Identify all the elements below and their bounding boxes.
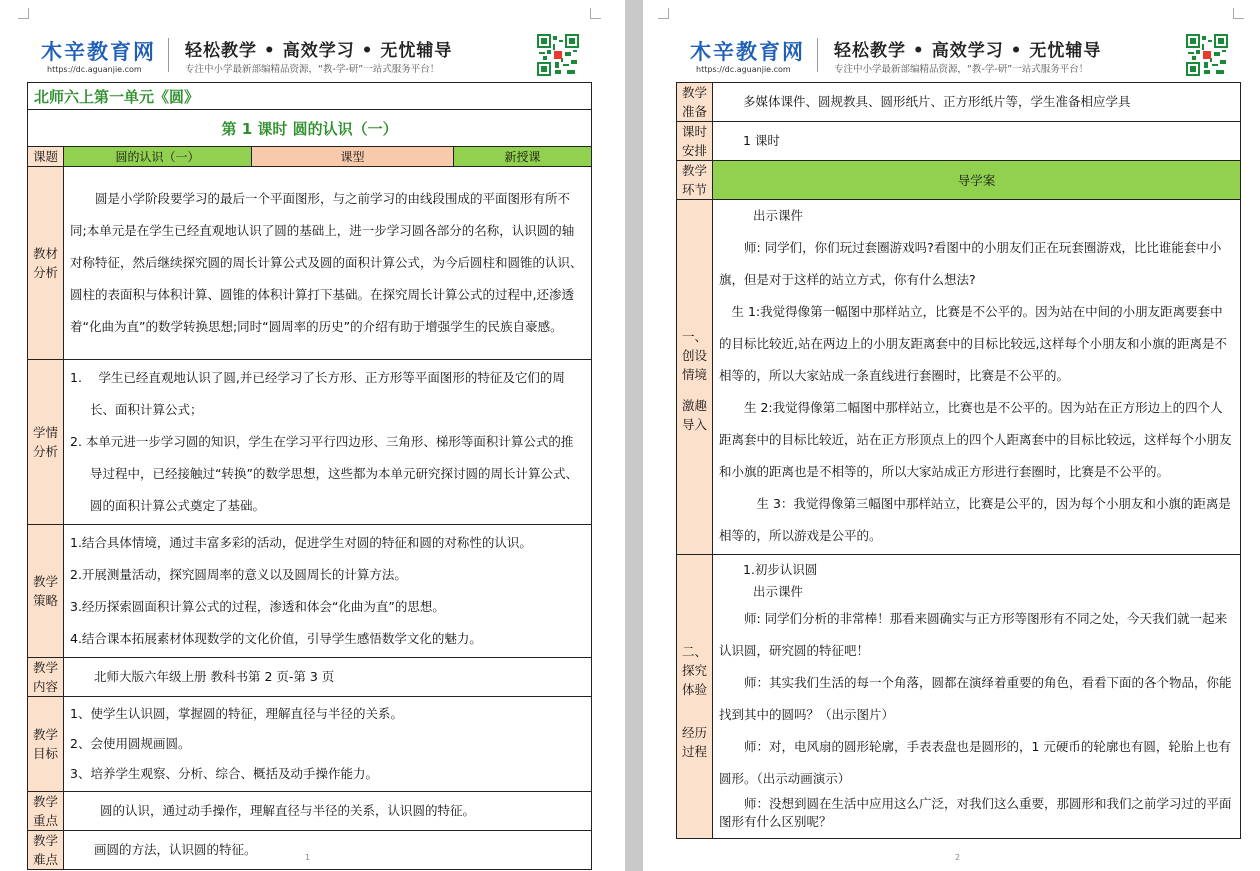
qr-code-icon <box>537 34 579 76</box>
strategy-item: 4.结合课本拓展素材体现数学的文化价值，引导学生感悟数学文化的魅力。 <box>70 631 482 646</box>
lesson-plan-table-2 <box>676 82 1241 839</box>
content-label: 教学内容 <box>28 658 64 697</box>
prep-label: 教学准备 <box>677 83 713 122</box>
section1-para: 出示课件 <box>753 208 804 223</box>
brand-url: https://dc.aguanjie.com <box>47 65 142 74</box>
section2-para: 师：没想到圆在生活中应用这么广泛，对我们这么重要，那圆形和我们之前学习过的平面图形有什么区别呢？ <box>719 796 1232 829</box>
strategy-item: 2.开展测量活动，探究圆周率的意义以及圆周长的计算方法。 <box>70 567 407 582</box>
section1-para: 生 3：我觉得像第三幅图中那样站立，比赛是公平的，因为每个小朋友和小旗的距离是相等的，所以游戏是公平的。 <box>719 496 1231 543</box>
section1-label-b: 激趣导入 <box>681 397 707 432</box>
crop-mark <box>1233 8 1244 19</box>
lesson-type-label: 课型 <box>252 147 454 167</box>
lesson-plan-table-1 <box>27 82 592 870</box>
crop-mark <box>18 8 29 19</box>
section2-label-a: 二、探究体验 <box>681 644 707 697</box>
time-label: 课时安排 <box>677 122 713 161</box>
section2-text <box>713 555 1241 839</box>
topic-label: 课题 <box>28 147 64 167</box>
content-value: 北师大版六年级上册 教科书第 2 页-第 3 页 <box>64 658 592 697</box>
stage-label: 教学环节 <box>677 161 713 200</box>
goals-label: 教学目标 <box>28 697 64 792</box>
students-text <box>64 360 592 525</box>
strategy-item: 3.经历探索圆面积计算公式的过程，渗透和体会“化曲为直”的思想。 <box>70 599 445 614</box>
page-number: 2 <box>955 853 961 862</box>
lesson-type-value: 新授课 <box>454 147 592 167</box>
section1-para: 生 2:我觉得像第二幅图中那样站立，比赛也是不公平的。因为站在正方形边上的四个人距离套中的目标比较近，站在正方形顶点上的四个人距离套中的目标比较远，这样每个小朋友和小旗的距离也是不相等的，所以大家站成正方形进行套圈时，比赛是不公平的。 <box>719 400 1232 479</box>
strategy-item: 1.结合具体情境，通过丰富多彩的活动，促进学生对圆的特征和圆的对称性的认识。 <box>70 535 532 550</box>
time-value: 1 课时 <box>713 122 1241 161</box>
strategy-text <box>64 525 592 658</box>
students-label: 学情分析 <box>28 360 64 525</box>
crop-mark <box>658 8 669 19</box>
unit-title: 北师六上第一单元《圆》 <box>28 83 592 110</box>
section2-para: 师：其实我们生活的每一个角落，圆都在演绎着重要的角色，看看下面的各个物品，你能找到其中的圆吗？（出示图片） <box>719 675 1232 722</box>
topic-value: 圆的认识（一） <box>64 147 252 167</box>
section2-para: 师：对，电风扇的圆形轮廓，手表表盘也是圆形的，1 元硬币的轮廓也有圆，轮胎上也有圆形。（出示动画演示） <box>719 739 1231 786</box>
section2-label <box>677 555 713 839</box>
analysis-paragraph: 圆是小学阶段要学习的最后一个平面图形，与之前学习的由线段围成的平面图形有所不同;本单元是在学生已经直观地认识了圆的基础上，进一步学习圆各部分的名称，认识圆的轴对称特征，然后继续探究圆的周长计算公式及圆的面积计算公式，为今后圆柱和圆锥的认识、圆柱的表面积与体积计算、圆锥的体积计算打下基础。在探究周长计算公式的过程中,还渗透着“化曲为直”的数学转换思想;同时“圆周率的历史”的介绍有助于增强学生的民族自豪感。 <box>70 191 583 334</box>
header-subtitle: 专注中小学最新部编精品资源，“教-学-研”一站式服务平台！ <box>834 64 1089 75</box>
goals-text <box>64 697 592 792</box>
difficulty-label: 教学难点 <box>28 831 64 870</box>
page-gap <box>625 0 643 871</box>
students-item: 2. 本单元进一步学习圆的知识，学生在学习平行四边形、三角形、梯形等面积计算公式的推导过程中，已经接触过“转换”的数学思想，这些都为本单元研究探讨圆的周长计算公式、圆的面积计算公式奠定了基础。 <box>70 434 578 513</box>
section2-para: 出示课件 <box>753 584 804 599</box>
section1-para: 师: 同学们，你们玩过套圈游戏吗?看图中的小朋友们正在玩套圈游戏，比比谁能套中小旗，但是对于这样的站立方式，你有什么想法? <box>719 240 1222 287</box>
lesson-title: 第 1 课时 圆的认识（一） <box>28 110 592 147</box>
page-number: 1 <box>305 853 311 862</box>
section1-para: 生 1:我觉得像第一幅图中那样站立，比赛是不公平的。因为站在中间的小朋友距离要套中的目标比较近,站在两边上的小朋友距离套中的目标比较远,这样每个小朋友和小旗的距离是不相等的，所以大家站成一条直线进行套圈时，比赛是不公平的。 <box>719 304 1227 383</box>
header-slogan: 轻松教学 • 高效学习 • 无忧辅导 <box>185 41 453 61</box>
brand-url: https://dc.aguanjie.com <box>696 65 791 74</box>
analysis-text <box>64 167 592 360</box>
students-item: 1. 学生已经直观地认识了圆,并已经学习了长方形、正方形等平面图形的特征及它们的周长、面积计算公式； <box>70 370 565 417</box>
section1-text <box>713 200 1241 555</box>
stage-value: 导学案 <box>713 161 1241 200</box>
section2-para: 1.初步认识圆 <box>743 562 818 577</box>
document-page-2 <box>643 0 1260 871</box>
section1-label <box>677 200 713 555</box>
section2-para: 师: 同学们分析的非常棒！那看来圆确实与正方形等图形有不同之处，今天我们就一起来认识圆，研究圆的特征吧！ <box>719 611 1228 658</box>
goals-item: 1、使学生认识圆，掌握圆的特征，理解直径与半径的关系。 <box>70 706 403 721</box>
focus-label: 教学重点 <box>28 792 64 831</box>
document-page-1 <box>0 0 625 871</box>
section2-label-b: 经历过程 <box>681 725 707 759</box>
prep-value: 多媒体课件、圆规教具、圆形纸片、正方形纸片等，学生准备相应学具 <box>713 83 1241 122</box>
goals-item: 2、会使用圆规画圆。 <box>70 736 191 751</box>
crop-mark <box>590 8 601 19</box>
header-slogan: 轻松教学 • 高效学习 • 无忧辅导 <box>834 41 1102 61</box>
analysis-label: 教材分析 <box>28 167 64 360</box>
header-subtitle: 专注中小学最新部编精品资源，“教-学-研”一站式服务平台！ <box>185 64 440 75</box>
brand-logo: 木辛教育网 <box>690 39 805 64</box>
difficulty-value: 画圆的方法，认识圆的特征。 <box>64 831 592 870</box>
section1-label-a: 一、创设情境 <box>681 328 707 382</box>
brand-logo: 木辛教育网 <box>41 39 156 64</box>
qr-code-icon <box>1186 34 1228 76</box>
header-divider <box>817 38 818 72</box>
strategy-label: 教学策略 <box>28 525 64 658</box>
goals-item: 3、培养学生观察、分析、综合、概括及动手操作能力。 <box>70 766 378 781</box>
header-divider <box>168 38 169 72</box>
focus-value: 圆的认识，通过动手操作，理解直径与半径的关系，认识圆的特征。 <box>64 792 592 831</box>
